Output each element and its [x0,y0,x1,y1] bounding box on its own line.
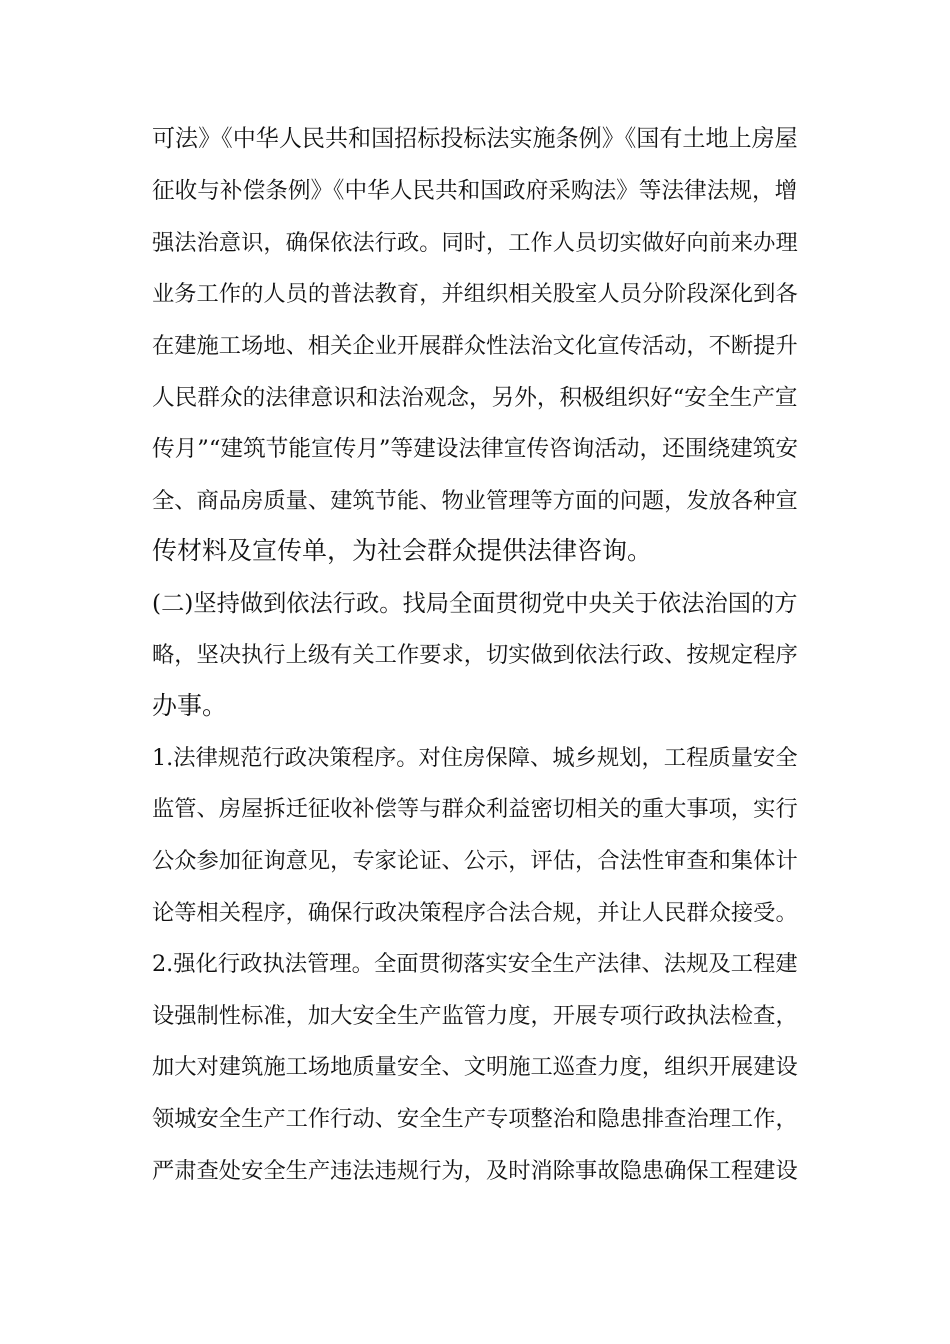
text-line-16: 论等相关程序，确保行政决策程序合法合规，并让人民群众接受。 [152,900,798,926]
text-line-6: 人民群众的法律意识和法治观念，另外，积极组织好“安全生产宣 [152,385,798,411]
text-line-15: 公众参加征询意见，专家论证、公示，评估，合法性审查和集体计 [152,848,798,874]
text-line-4: 业务工作的人员的普法教育，并组织相关股室人员分阶段深化到各 [152,281,798,307]
text-line-18: 设强制性标准，加大安全生产监管力度，开展专项行政执法检查， [152,1003,798,1029]
text-line-8: 全、商品房质量、建筑节能、物业管理等方面的问题，发放各种宣 [152,488,798,514]
item-heading-1: 1.法律规范行政决策程序。对住房保障、城乡规划，工程质量安全 [152,745,798,771]
text-line-1: 可法》《中华人民共和国招标投标法实施条例》《国有土地上房屋 [152,126,798,152]
item-heading-2: 2.强化行政执法管理。全面贯彻落实安全生产法律、法规及工程建 [152,951,798,977]
text-line-19: 加大对建筑施工场地质量安全、文明施工巡查力度，组织开展建设 [152,1054,798,1080]
text-line-14: 监管、房屋拆迁征收补偿等与群众利益密切相关的重大事项，实行 [152,796,798,822]
text-line-3: 强法治意识，确保依法行政。同时，工作人员切实做好向前来办理 [152,230,798,256]
text-line-7: 传月”“建筑节能宣传月”等建设法律宣传咨询活动，还围绕建筑安 [152,436,799,462]
text-line-21: 严肃查处安全生产违法违规行为，及时消除事故隐患确保工程建设 [152,1158,798,1184]
section-heading-2: (二)坚持做到依法行政。找局全面贯彻党中央关于依法治国的方 [152,590,798,617]
text-line-9: 传材料及宣传单，为社会群众提供法律咨询。 [152,536,653,565]
text-line-20: 领城安全生产工作行动、安全生产专项整治和隐患排查治理工作， [152,1106,798,1132]
text-line-11: 略，坚决执行上级有关工作要求，切实做到依法行政、按规定程序 [152,642,798,668]
text-line-2: 征收与补偿条例》《中华人民共和国政府采购法》等法律法规，增 [152,178,798,204]
text-line-12: 办事。 [152,691,228,720]
text-line-5: 在建施工场地、相关企业开展群众性法治文化宣传活动，不断提升 [152,333,798,359]
